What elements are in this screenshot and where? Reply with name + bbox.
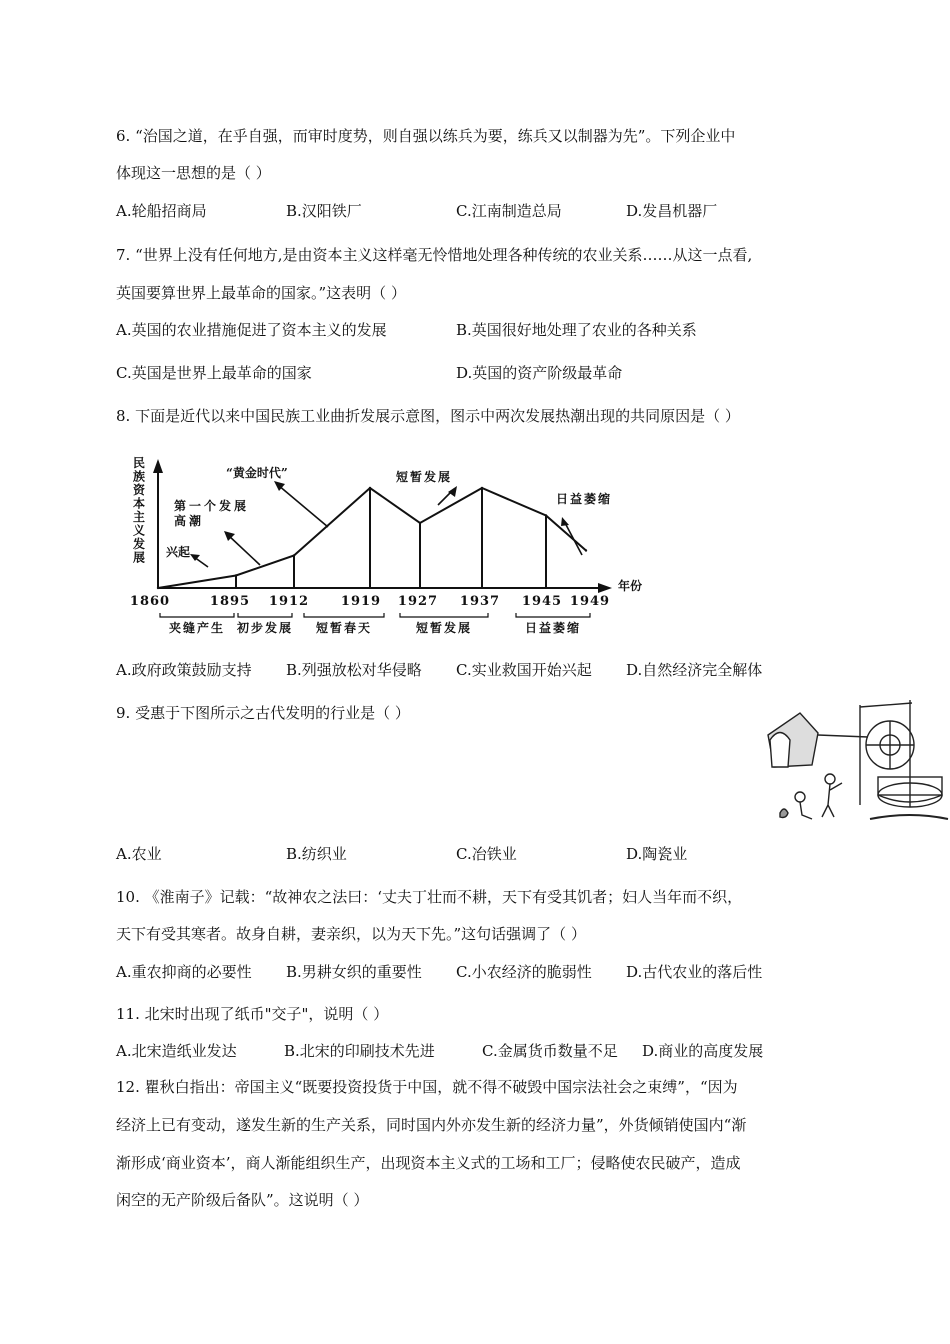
q11-stem: 11. 北宋时出现了纸币"交子"，说明（ ） [116, 1005, 389, 1023]
q11-option-d[interactable]: D.商业的高度发展 [642, 1042, 764, 1060]
q9-stem: 9. 受惠于下图所示之古代发明的行业是（ ） [116, 704, 410, 722]
q7-option-b[interactable]: B.英国很好地处理了农业的各种关系 [456, 321, 697, 339]
x-axis-arrow [598, 583, 612, 593]
y-label-char: 主 [133, 510, 146, 524]
q9-option-d[interactable]: D.陶瓷业 [626, 845, 688, 863]
q6-option-b[interactable]: B.汉阳铁厂 [286, 202, 362, 220]
y-axis-label [132, 456, 146, 565]
q7-option-c[interactable]: C.英国是世界上最革命的国家 [116, 364, 312, 382]
y-axis-arrow [153, 459, 163, 473]
q7-option-a[interactable]: A.英国的农业措施促进了资本主义的发展 [116, 321, 387, 339]
annotation-shrinking: 日益萎缩 [556, 492, 613, 506]
industry-development-chart [128, 455, 658, 640]
q6-stem-line2: 体现这一思想的是（ ） [116, 164, 271, 182]
q11-option-c[interactable]: C.金属货币数量不足 [482, 1042, 618, 1060]
q7-option-d[interactable]: D.英国的资产阶级最革命 [456, 364, 623, 382]
q8-stem: 8. 下面是近代以来中国民族工业曲折发展示意图，图示中两次发展热潮出现的共同原因是（ ） [116, 407, 740, 425]
y-label-char: 展 [133, 550, 146, 565]
data-point-1945 [545, 514, 547, 516]
q7-stem-line2: 英国要算世界上最革命的国家。”这表明（ ） [116, 284, 406, 302]
q12-stem-line3: 渐形成‘商业资本’，商人渐能组织生产，出现资本主义式的工场和工厂；侵略使农民破产，造成 [116, 1154, 741, 1172]
data-point-1860 [157, 587, 159, 589]
q8-option-a[interactable]: A.政府政策鼓励支持 [116, 661, 252, 679]
data-point-1912 [293, 554, 295, 556]
y-label-char: 族 [133, 469, 146, 484]
period-label-4: 日益萎缩 [524, 621, 582, 635]
q6-option-d[interactable]: D.发昌机器厂 [626, 202, 718, 220]
tick-label-1927: 1927 [397, 594, 439, 609]
period-label-2: 短暂春天 [315, 621, 373, 635]
q9-option-c[interactable]: C.冶铁业 [456, 845, 517, 863]
y-label-char: 资 [133, 483, 146, 497]
q9-option-b[interactable]: B.纺织业 [286, 845, 347, 863]
y-label-char: 本 [133, 496, 146, 511]
data-point-1927 [419, 522, 421, 524]
q7-stem-line1: 7. “世界上没有任何地方,是由资本主义这样毫无怜惜地处理各种传统的农业关系……从这一点看, [116, 246, 753, 264]
period-bracket-3 [400, 613, 488, 617]
period-bracket-2 [304, 613, 384, 617]
data-point-1949 [585, 549, 587, 551]
tick-label-1945: 1945 [521, 594, 563, 609]
q6-stem-line1: 6. “治国之道，在乎自强，而审时度势，则自强以练兵为要，练兵又以制器为先”。下列企业中 [116, 127, 736, 145]
period-bracket-4 [516, 613, 590, 617]
q10-stem-line2: 天下有受其寒者。故身自耕，妻亲织，以为天下先。”这句话强调了（ ） [116, 925, 586, 943]
data-point-1919 [369, 487, 371, 489]
q10-option-a[interactable]: A.重农抑商的必要性 [116, 963, 252, 981]
period-bracket-1 [238, 613, 292, 617]
q6-option-c[interactable]: C.江南制造总局 [456, 202, 562, 220]
data-point-1895 [235, 574, 237, 576]
q6-option-a[interactable]: A.轮船招商局 [116, 202, 207, 220]
tick-label-1912: 1912 [268, 594, 310, 609]
q10-option-d[interactable]: D.古代农业的落后性 [626, 963, 763, 981]
tick-label-1919: 1919 [340, 594, 382, 609]
annotation-golden-age: “黄金时代” [226, 466, 288, 480]
q9-option-a[interactable]: A.农业 [116, 845, 162, 863]
q10-option-c[interactable]: C.小农经济的脆弱性 [456, 963, 592, 981]
q8-option-b[interactable]: B.列强放松对华侵略 [286, 661, 422, 679]
q10-stem-line1: 10. 《淮南子》记载：“故神农之法曰：‘丈夫丁壮而不耕，天下有受其饥者；妇人当年而不织， [116, 888, 743, 906]
q8-option-c[interactable]: C.实业救国开始兴起 [456, 661, 592, 679]
annotation-brief-development: 短暂发展 [396, 470, 453, 484]
y-label-char: 义 [133, 523, 146, 538]
period-bracket-0 [160, 613, 234, 617]
q12-stem-line4: 闲空的无产阶级后备队”。这说明（ ） [116, 1191, 369, 1209]
q12-stem-line2: 经济上已有变动，遂发生新的生产关系，同时国内外亦发生新的经济力量”，外货倾销使国内“渐 [116, 1116, 747, 1134]
annotation-rise: 兴起 [166, 545, 191, 559]
y-label-char: 民 [133, 456, 146, 470]
tick-label-1949: 1949 [569, 594, 611, 609]
q8-option-d[interactable]: D.自然经济完全解体 [626, 661, 763, 679]
tick-label-1937: 1937 [459, 594, 501, 609]
tick-label-1895: 1895 [209, 594, 251, 609]
ancient-bellows-illustration [760, 695, 950, 835]
data-point-1937 [481, 487, 483, 489]
q10-option-b[interactable]: B.男耕女织的重要性 [286, 963, 422, 981]
q12-stem-line1: 12. 瞿秋白指出：帝国主义“既要投资投货于中国，就不得不破毁中国宗法社会之束缚”，“因为 [116, 1078, 738, 1096]
annotation-first-boom: 第一个发展高潮 [174, 499, 250, 528]
q11-option-b[interactable]: B.北宋的印刷技术先进 [284, 1042, 435, 1060]
period-label-1: 初步发展 [236, 621, 294, 635]
tick-label-1860: 1860 [129, 594, 171, 609]
period-label-3: 短暂发展 [415, 621, 473, 635]
q11-option-a[interactable]: A.北宋造纸业发达 [116, 1042, 237, 1060]
y-label-char: 发 [133, 537, 146, 551]
period-label-0: 夹缝产生 [168, 621, 226, 635]
x-axis-label: 年份 [618, 579, 643, 593]
